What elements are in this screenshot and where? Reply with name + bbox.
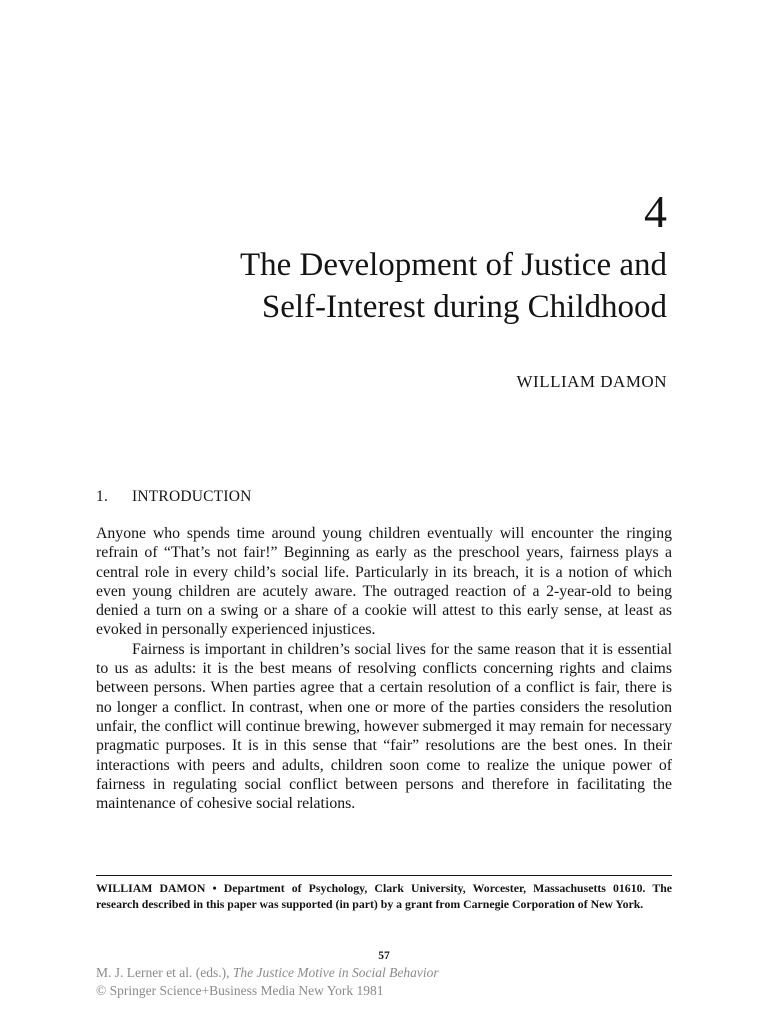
chapter-title bbox=[87, 244, 667, 328]
section-heading bbox=[96, 488, 252, 506]
paragraph-1: Anyone who spends time around young children eventually will encounter the ringing refrain of “That’s not fair!” Beginning as early as the preschool years, fairness plays a central role in every child’s social life. Particularly in its breach, it is a notion of which even young children are acutely aware. The outraged reaction of a 2-year-old to being denied a turn on a swing or a share of a cookie will attest to this early sense, at least as evoked in personally experienced injustices. bbox=[96, 525, 672, 639]
author-footnote bbox=[96, 880, 672, 912]
citation-editors: M. J. Lerner et al. (eds.), bbox=[96, 965, 230, 980]
citation-line-1 bbox=[96, 964, 439, 982]
section-title: INTRODUCTION bbox=[132, 488, 252, 505]
footnote-author-name: WILLIAM DAMON bbox=[96, 881, 206, 895]
page-number: 57 bbox=[378, 950, 390, 962]
citation-book-title: The Justice Motive in Social Behavior bbox=[232, 965, 439, 980]
citation-copyright: © Springer Science+Business Media New York 1981 bbox=[96, 983, 384, 998]
body-text bbox=[96, 524, 672, 813]
chapter-number: 4 bbox=[644, 186, 667, 237]
section-number: 1. bbox=[96, 488, 109, 505]
footnote-divider bbox=[96, 875, 672, 876]
chapter-title-line-2: Self-Interest during Childhood bbox=[261, 289, 667, 325]
citation bbox=[96, 964, 439, 1000]
paragraph-2: Fairness is important in children’s social lives for the same reason that it is essential to us as adults: it is the best means of resolving conflicts concerning rights and claims between persons. When parties agree that a certain resolution of a conflict is fair, there is no longer a conflict. In contrast, when one or more of the parties considers the resolution unfair, the conflict will continue brewing, however submerged it may remain for necessary pragmatic purposes. It is in this sense that “fair” resolutions are the best ones. In their interactions with peers and adults, children soon come to realize the unique power of fairness in regulating social conflict between persons and therefore in facilitating the maintenance of cohesive social relations. bbox=[96, 640, 672, 813]
chapter-title-line-1: The Development of Justice and bbox=[239, 247, 667, 283]
footnote-bullet: • bbox=[212, 881, 217, 895]
chapter-author: WILLIAM DAMON bbox=[516, 372, 667, 391]
footnote-text: Department of Psychology, Clark University, Worcester, Massachusetts 01610. The research described in this paper was supported (in part) by a grant from Carnegie Corporation of New York. bbox=[96, 881, 672, 911]
